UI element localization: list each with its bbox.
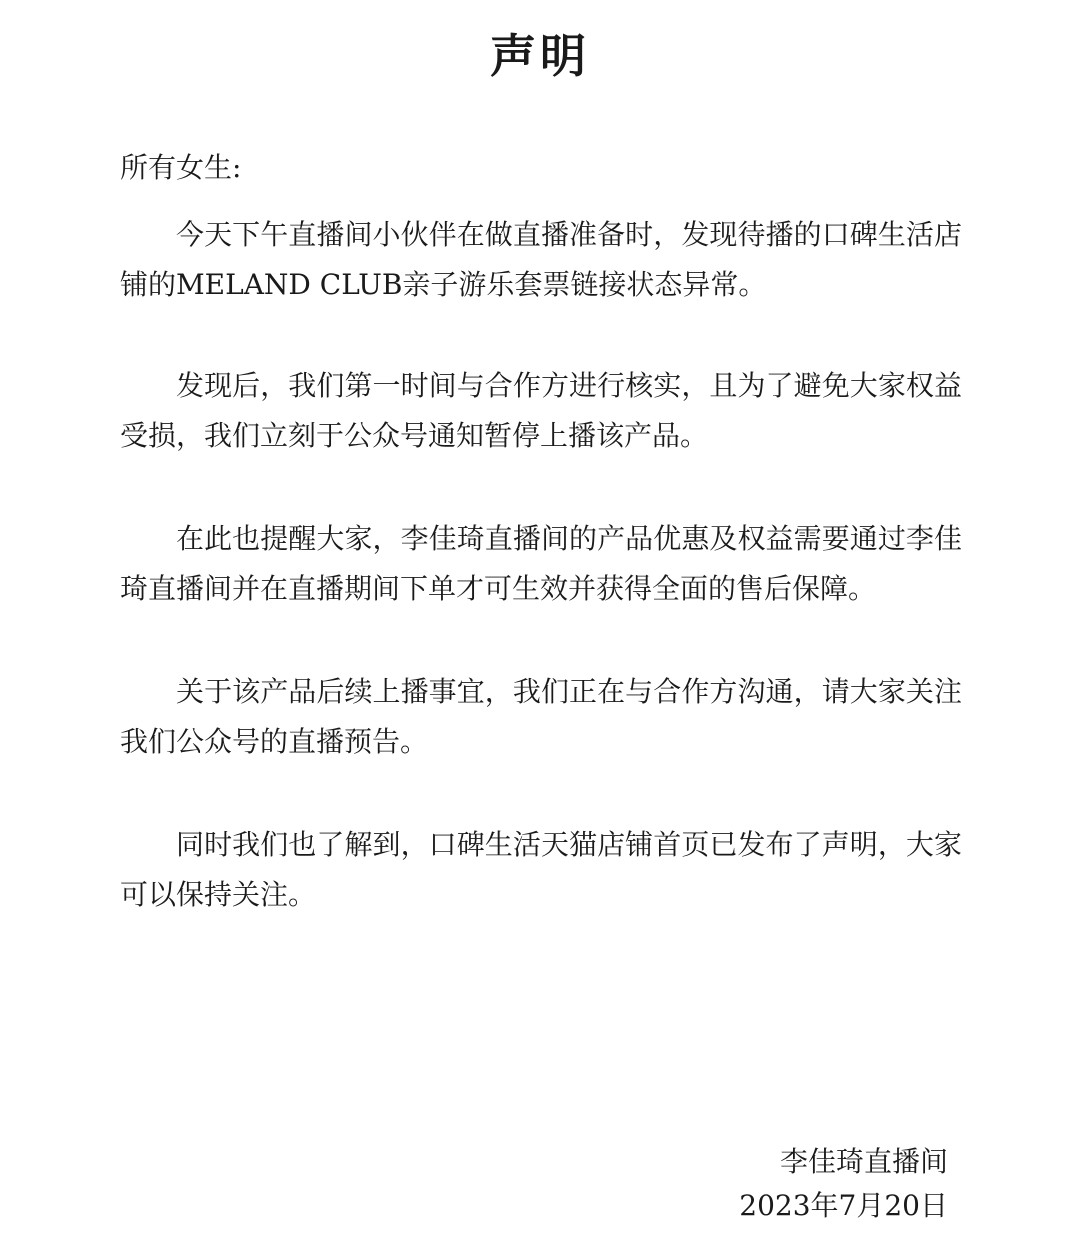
paragraph-2: 发现后，我们第一时间与合作方进行核实，且为了避免大家权益受损，我们立刻于公众号通知暂停上播该产品。 (120, 369, 962, 452)
paragraph-4: 关于该产品后续上播事宜，我们正在与合作方沟通，请大家关注我们公众号的直播预告。 (120, 675, 962, 758)
paragraph-5: 同时我们也了解到，口碑生活天猫店铺首页已发布了声明，大家可以保持关注。 (120, 828, 962, 911)
salutation: 所有女生: (120, 151, 242, 184)
signature-block (739, 1140, 948, 1228)
page-title: 声明 (490, 29, 590, 83)
paragraph-3: 在此也提醒大家，李佳琦直播间的产品优惠及权益需要通过李佳琦直播间并在直播期间下单才可生效并获得全面的售后保障。 (120, 522, 962, 605)
signature-date: 2023年7月20日 (739, 1189, 948, 1222)
paragraph-1: 今天下午直播间小伙伴在做直播准备时，发现待播的口碑生活店铺的MELAND CLUB亲子游乐套票链接状态异常。 (120, 218, 962, 301)
signature-author: 李佳琦直播间 (779, 1145, 948, 1178)
